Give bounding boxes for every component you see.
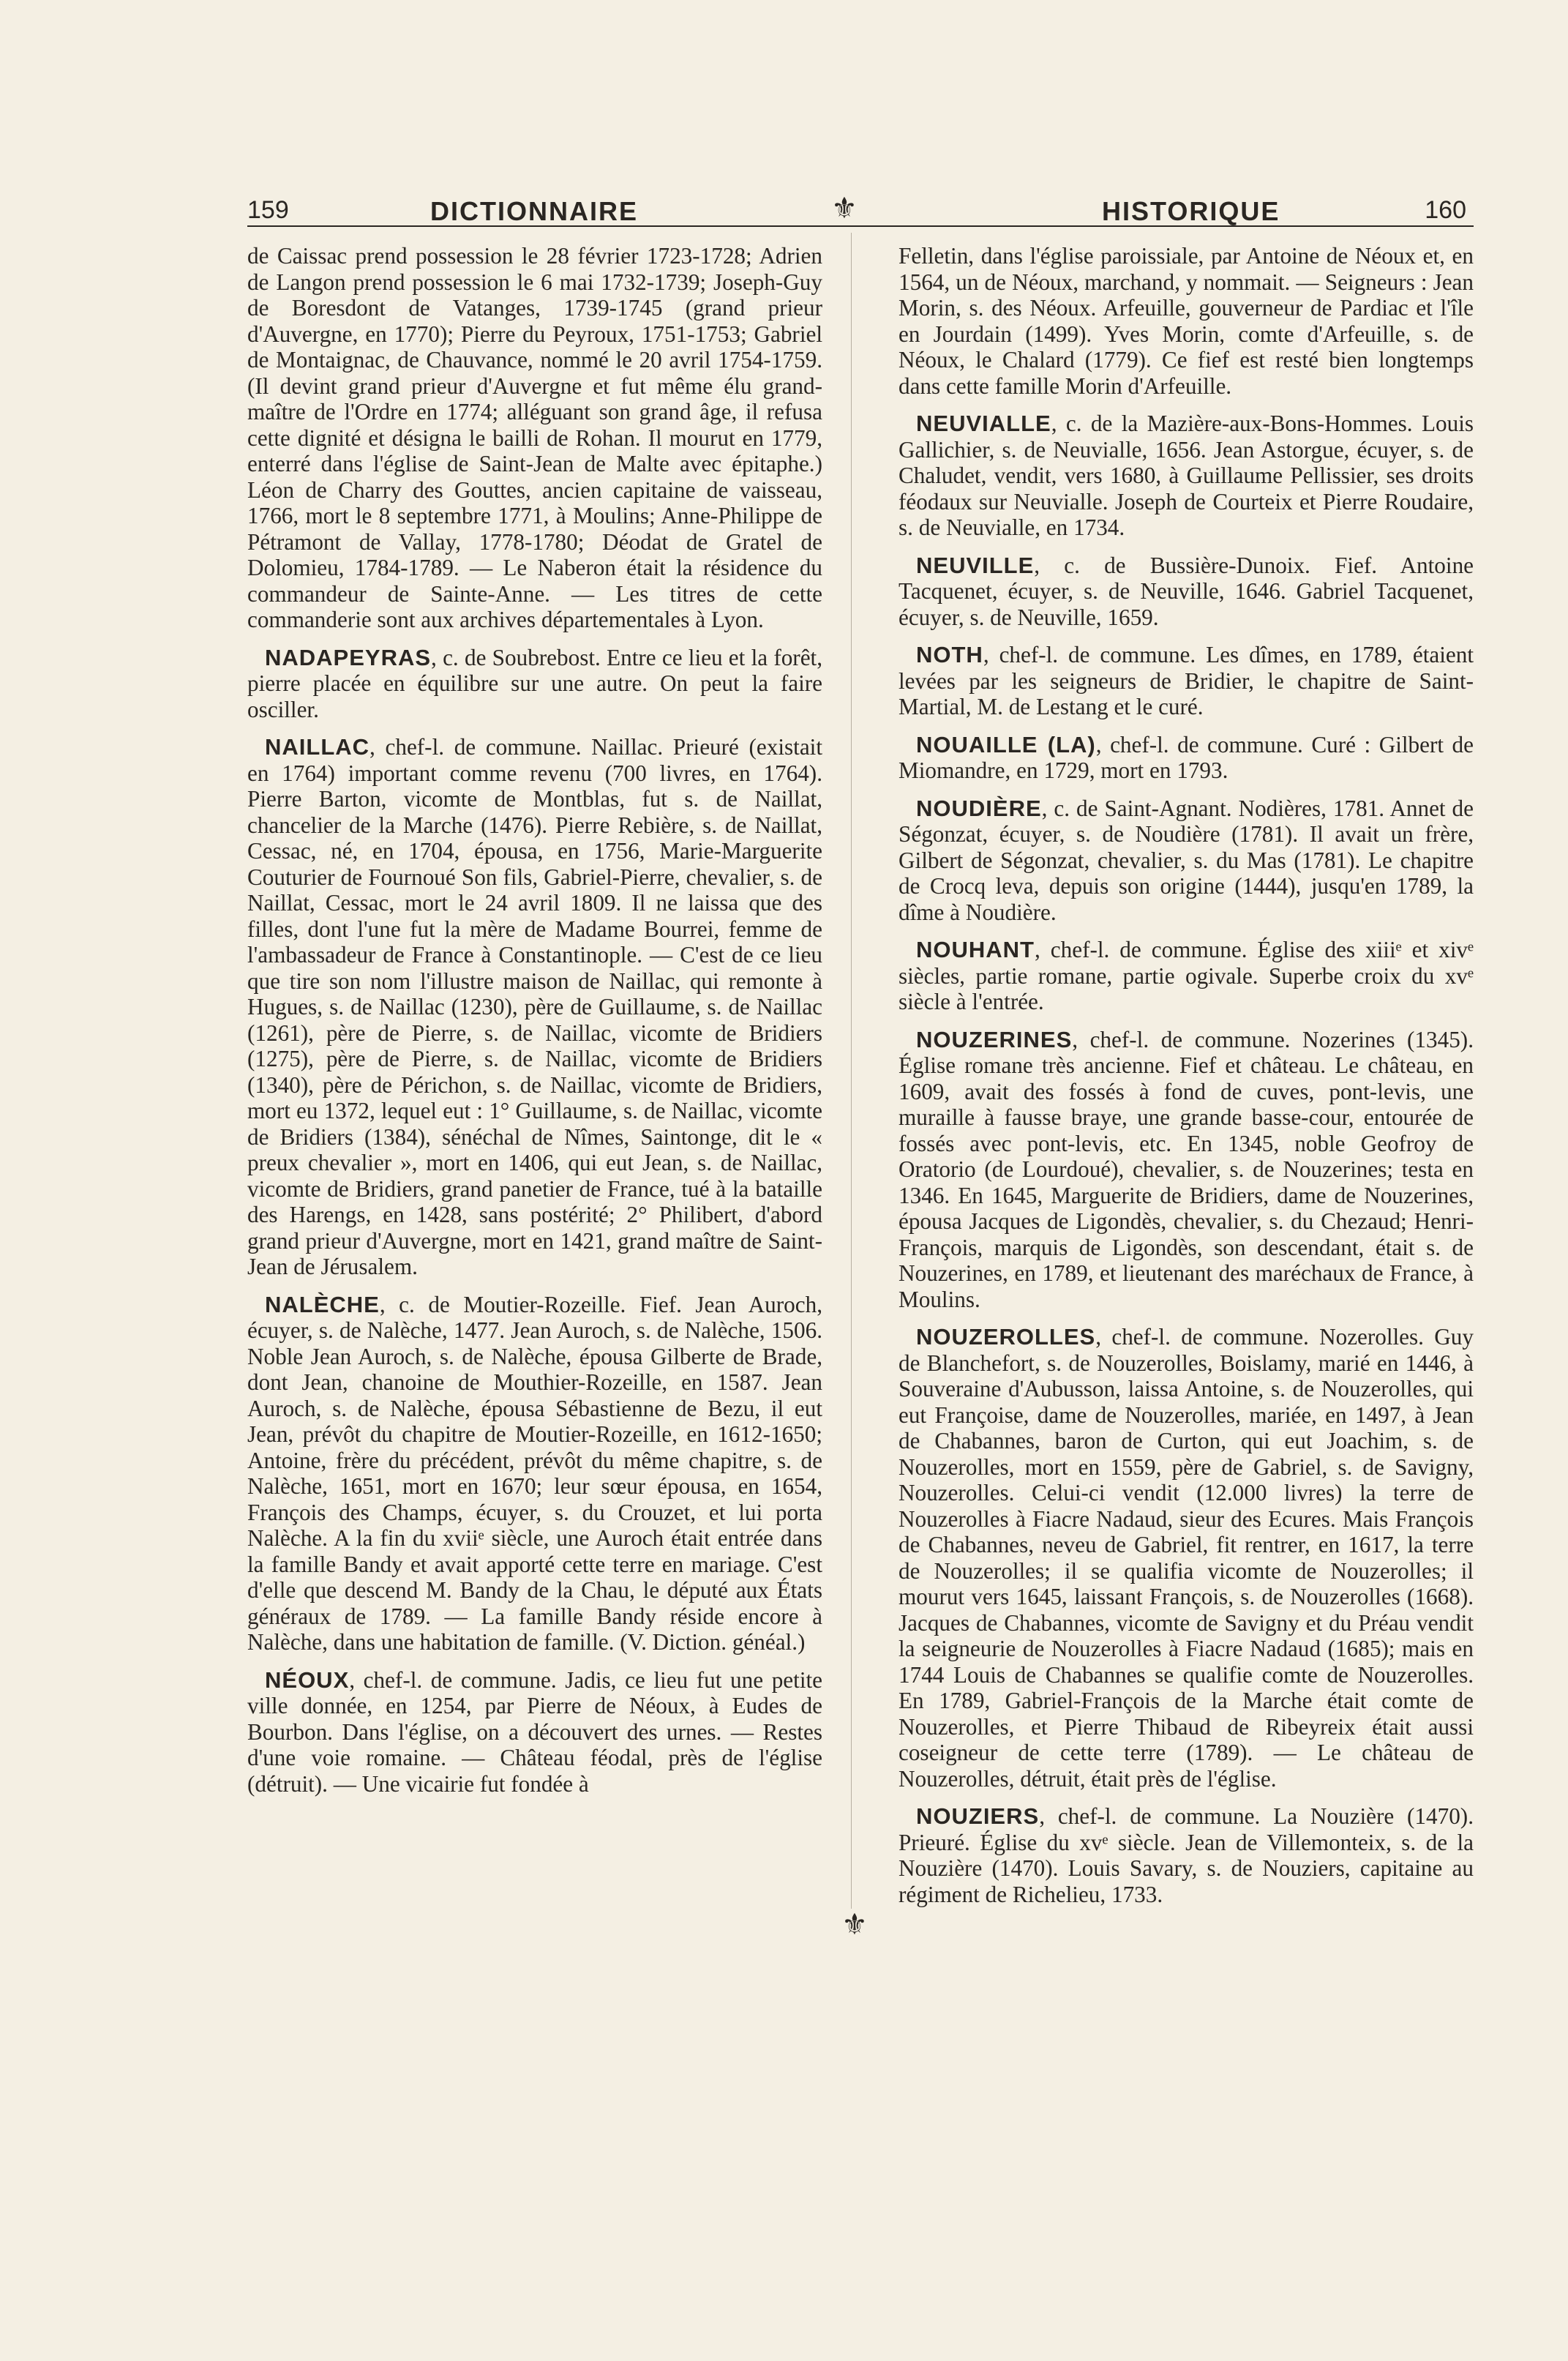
entry-text: , chef-l. de commune. Jadis, ce lieu fut une petite ville donnée, en 1254, par Pierre de Néoux, à Eudes de Bourbon. Dans l'église, on a découvert des urnes. — Restes d'une voie romaine. — Château féodal, près de l'église (détruit). — Une vicairie fut fondée à xyxy=(247,1666,822,1797)
footer-ornament-icon: ⚜ xyxy=(841,1908,868,1941)
dictionary-entry xyxy=(899,642,1474,720)
entry-text: , c. de la Mazière-aux-Bons-Hommes. Louis Gallichier, s. de Neuvialle, 1656. Jean Astorgue, écuyer, s. de Chaludet, vendit, vers 1680, à Guillaume Pellissier, ses droits féodaux sur Neuvialle. Joseph de Courteix et Pierre Roudaire, s. de Neuvialle, en 1734. xyxy=(899,411,1474,540)
entry-text: , chef-l. de commune. Les dîmes, en 1789, étaient levées par les seigneurs de Bridier, le chapitre de Saint-Martial, M. de Lestang et le curé. xyxy=(899,642,1474,719)
dictionary-entry xyxy=(899,796,1474,926)
fleur-de-lis-icon: ⚜ xyxy=(831,192,858,225)
right-page-number: 160 xyxy=(1425,196,1466,224)
entry-text: , chef-l. de commune. Église des xiiiᵉ et xivᵉ siècles, partie romane, partie ogivale. Superbe croix du xvᵉ siècle à l'entrée. xyxy=(899,937,1474,1014)
entry-text: , c. de Bussière-Dunoix. Fief. Antoine Tacquenet, écuyer, s. de Neuville, 1646. Gabriel Tacquenet, écuyer, s. de Neuville, 1659. xyxy=(899,552,1474,630)
entry-text: , c. de Soubrebost. Entre ce lieu et la forêt, pierre placée en équilibre sur une autre. On peut la faire osciller. xyxy=(247,644,822,722)
dictionary-entry xyxy=(899,553,1474,631)
entry-text: , chef-l. de commune. Nozerolles. Guy de Blanchefort, s. de Nouzerolles, Boislamy, marié en 1446, à Souveraine d'Aubusson, laissa Antoine, s. de Nouzerolles, qui eut Françoise, dame de Nouzerolles, mariée, en 1497, à Jean de Chabannes, baron de Curton, qui eut Joachim, s. de Nouzerolles, mort en 1559, père de Gabriel, s. de Savigny, Nouzerolles. Celui-ci vendit (12.000 livres) la terre de Nouzerolles à Fiacre Nadaud, sieur des Ecures. Mais François de Chabannes, neveu de Gabriel, fit rentrer, en 1617, la terre de Nouzerolles; il se qualifia vicomte de Nouzerolles; il mourut vers 1645, laissant François, s. de Nouzerolles (1668). Jacques de Chabannes, vicomte de Savigny et du Préau vendit la seigneurie de Nouzerolles à Fiacre Nadaud (1685); mais en 1744 Louis de Chabannes se qualifie comte de Nouzerolles. En 1789, Gabriel-François de la Marche était comte de Nouzerolles, et Pierre Thibaud de Ribeyreix était aussi coseigneur de cette terre (1789). — Le château de Nouzerolles, détruit, était près de l'église. xyxy=(899,1324,1474,1792)
entry-text: , chef-l. de commune. La Nouzière (1470). Prieuré. Église du xvᵉ siècle. Jean de Villemonteix, s. de la Nouzière (1470). Louis Savary, s. de Nouziers, capitaine au régiment de Richelieu, 1733. xyxy=(899,1803,1474,1907)
entry-headword: NEUVIALLE xyxy=(916,411,1051,436)
entry-text: , c. de Saint-Agnant. Nodières, 1781. Annet de Ségonzat, écuyer, s. de Noudière (1781). Il avait un frère, Gilbert de Ségonzat, chevalier, s. du Mas (1781). Le chapitre de Crocq leva, depuis son origine (1444), jusqu'en 1789, la dîme à Noudière. xyxy=(899,795,1474,925)
dictionary-entry xyxy=(247,1667,822,1797)
right-column xyxy=(899,243,1474,1919)
dictionary-entry xyxy=(899,411,1474,541)
entry-text: de Caissac prend possession le 28 février 1723-1728; Adrien de Langon prend possession le 6 mai 1732-1739; Joseph-Guy de Boresdont de Vatanges, 1739-1745 (grand prieur d'Auvergne, en 1770); Pierre du Peyroux, 1751-1753; Gabriel de Montaignac, de Chauvance, nommé le 20 avril 1754-1759. (Il devint grand prieur d'Auvergne et fut même élu grand-maître de l'Ordre en 1774; alléguant son grand âge, il refusa cette dignité et désigna le bailli de Rohan. Il mourut en 1779, enterré dans l'église de Saint-Jean de Malte avec épitaphe.) Léon de Charry des Gouttes, ancien capitaine de vaisseau, 1766, mort le 8 septembre 1771, à Moulins; Anne-Philippe de Pétramont de Vallay, 1778-1780; Déodat de Gratel de Dolomieu, 1784-1789. — Le Naberon était la résidence du commandeur de Sainte-Anne. — Les titres de cette commanderie sont aux archives départementales à Lyon. xyxy=(247,243,822,632)
entry-headword: NOUZERINES xyxy=(916,1026,1073,1052)
dictionary-entry xyxy=(899,937,1474,1015)
entry-headword: NÉOUX xyxy=(265,1666,350,1693)
entry-headword: NADAPEYRAS xyxy=(265,644,432,670)
entry-headword: NOUDIÈRE xyxy=(916,795,1042,821)
dictionary-entry xyxy=(247,734,822,1280)
entry-headword: NAILLAC xyxy=(265,734,370,760)
entry-headword: NOUZEROLLES xyxy=(916,1324,1096,1350)
dictionary-entry xyxy=(899,1324,1474,1792)
entry-headword: NALÈCHE xyxy=(265,1291,380,1317)
entry-text: , chef-l. de commune. Naillac. Prieuré (existait en 1764) important comme revenu (700 livres, en 1764). Pierre Barton, vicomte de Montblas, fut s. de Naillat, chancelier de la Marche (1476). Pierre Rebière, s. de Naillat, Cessac, né, en 1704, épousa, en 1756, Marie-Marguerite Couturier de Fournoué Son fils, Gabriel-Pierre, chevalier, s. de Naillat, Cessac, mort le 24 avril 1809. Il ne laissa que des filles, dont l'une fut la mère de Madame Bourrei, femme de l'ambassadeur de France à Constantinople. — C'est de ce lieu que tire son nom l'illustre maison de Naillac, qui remonte à Hugues, s. de Naillac (1230), père de Guillaume, s. de Naillac (1261), père de Pierre, s. de Naillac, vicomte de Bridiers (1275), père de Pierre, s. de Naillac, vicomte de Bridiers (1340), père de Périchon, s. de Naillac, vicomte de Bridiers, mort eu 1372, lequel eut : 1° Guillaume, s. de Naillac, vicomte de Bridiers (1384), sénéchal de Nîmes, Saintonge, dit le « preux chevalier », mort en 1406, qui eut Jean, s. de Naillac, vicomte de Bridiers, grand panetier de France, tué à la bataille des Harengs, en 1428, sans postérité; 2° Philibert, d'abord grand prieur d'Auvergne, mort en 1421, grand maître de Saint-Jean de Jérusalem. xyxy=(247,734,822,1279)
entry-headword: NOUAILLE (LA) xyxy=(916,731,1096,757)
entry-headword: NEUVILLE xyxy=(916,552,1035,578)
entry-text: , chef-l. de commune. Nozerines (1345). Église romane très ancienne. Fief et château. Le château, en 1609, avait des fossés à fond de cuves, pont-levis, une muraille à fausse braye, une grande basse-cour, entourée de fossés avec pont-levis, etc. En 1345, noble Geofroy de Oratorio (de Lourdoué), chevalier, s. de Nouzerines; testa en 1346. En 1645, Marguerite de Bridiers, dame de Nouzerines, épousa Jacques de Ligondès, chevalier, s. du Chezaud; Henri-François, marquis de Ligondès, son descendant, était s. de Nouzerines, en 1789, et lieutenant des maréchaux de France, à Moulins. xyxy=(899,1026,1474,1312)
page-header xyxy=(247,192,1474,228)
dictionary-entry xyxy=(899,1027,1474,1313)
dictionary-entry xyxy=(899,732,1474,784)
entry-headword: NOUHANT xyxy=(916,937,1035,962)
left-running-title: DICTIONNAIRE xyxy=(430,196,638,226)
dictionary-entry xyxy=(247,645,822,723)
left-column xyxy=(247,243,822,1808)
right-running-title: HISTORIQUE xyxy=(1102,196,1280,226)
entry-text: Felletin, dans l'église paroissiale, par Antoine de Néoux et, en 1564, un de Néoux, marchand, y nommait. — Seigneurs : Jean Morin, s. des Néoux. Arfeuille, gouverneur de Pardiac et l'île en Jourdain (1499). Yves Morin, comte d'Arfeuille, s. de Néoux, le Chalard (1779). Ce fief est resté bien longtemps dans cette famille Morin d'Arfeuille. xyxy=(899,243,1474,399)
dictionary-entry xyxy=(247,1292,822,1655)
entry-continuation xyxy=(899,243,1474,399)
entry-headword: NOTH xyxy=(916,642,983,667)
entry-continuation xyxy=(247,243,822,633)
dictionary-entry xyxy=(899,1803,1474,1907)
entry-text: , chef-l. de commune. Curé : Gilbert de Miomandre, en 1729, mort en 1793. xyxy=(899,731,1474,783)
header-rule xyxy=(247,225,1474,227)
entry-headword: NOUZIERS xyxy=(916,1803,1040,1829)
left-page-number: 159 xyxy=(247,196,289,224)
entry-text: , c. de Moutier-Rozeille. Fief. Jean Auroch, écuyer, s. de Nalèche, 1477. Jean Auroch, s. de Nalèche, 1506. Noble Jean Auroch, s. de Nalèche, épousa Gilberte de Brade, dont Jean, chanoine de Mouthier-Rozeille, en 1587. Jean Auroch, s. de Nalèche, épousa Sébastienne de Bezu, il eut Jean, prévôt du chapitre de Moutier-Rozeille, en 1612-1650; Antoine, frère du précédent, prévôt du même chapitre, s. de Nalèche, 1651, mort en 1670; leur sœur épousa, en 1654, François des Champs, écuyer, s. du Crouzet, et lui porta Nalèche. A la fin du xviiᵉ siècle, une Auroch était entrée dans la famille Bandy et avait apporté cette terre en mariage. C'est d'elle que descend M. Bandy de la Chau, le député aux États généraux de 1789. — La famille Bandy réside encore à Nalèche, dans une habitation de famille. (V. Diction. généal.) xyxy=(247,1291,822,1655)
column-divider xyxy=(851,233,852,1909)
